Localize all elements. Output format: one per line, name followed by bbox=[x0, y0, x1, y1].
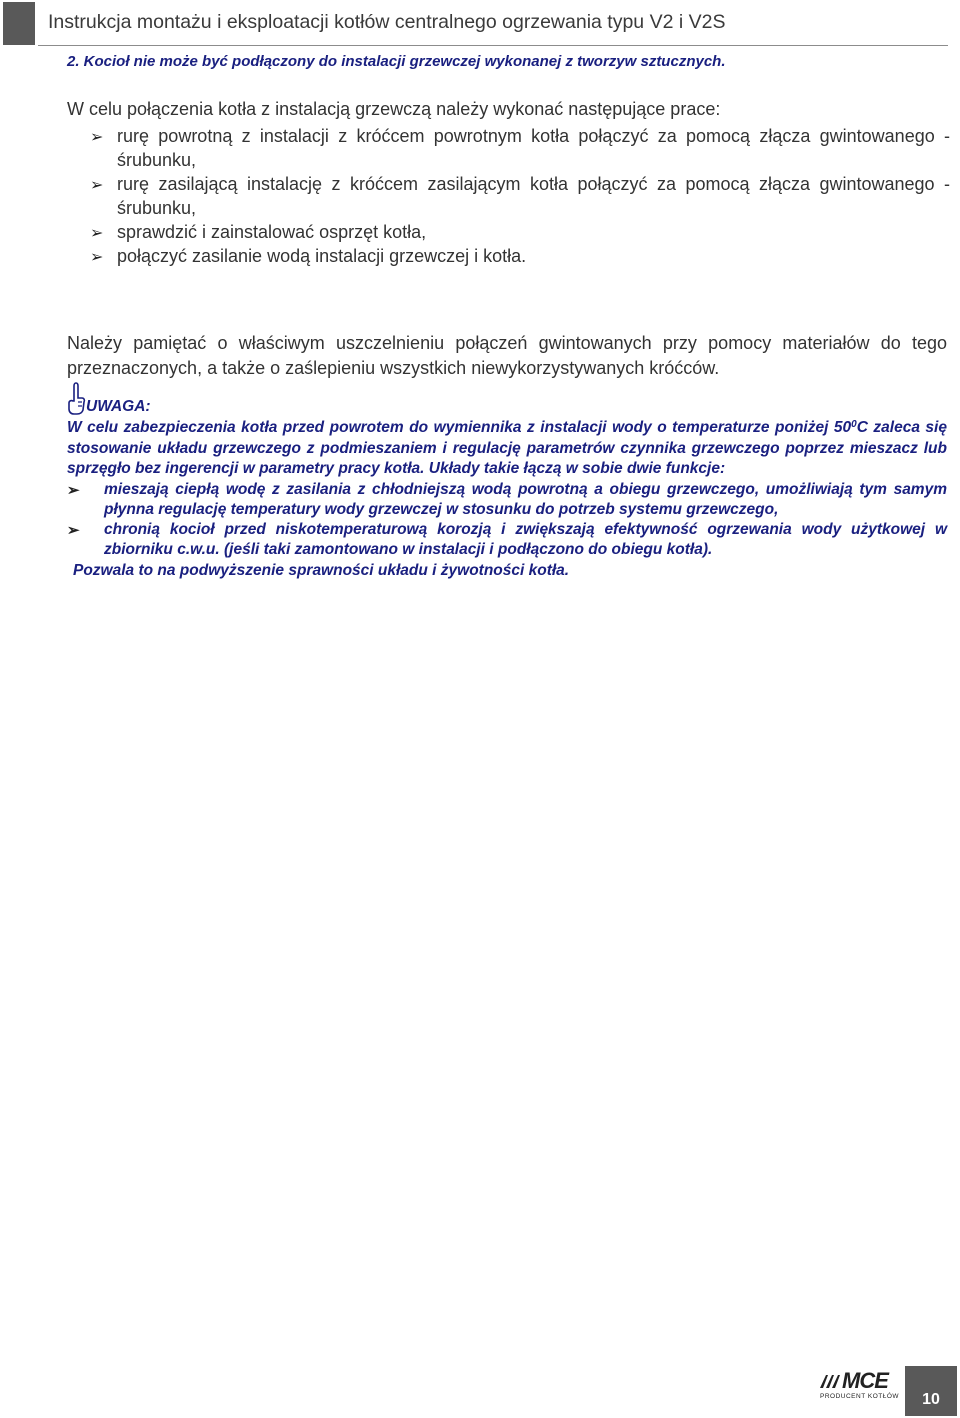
pointing-hand-icon bbox=[67, 382, 87, 416]
arrow-bullet-icon: ➢ bbox=[90, 129, 104, 146]
warning-text bbox=[67, 418, 947, 480]
note-plastic-installation: 2. Kocioł nie może być podłączony do instalacji grzewczej wykonanej z tworzyw sztucznych. bbox=[67, 53, 726, 70]
warning-text-before: W celu zabezpieczenia kotła przed powrotem do wymiennika z instalacji wody o temperaturze poniżej 50 bbox=[67, 419, 852, 436]
warning-bullet-text: chronią kocioł przed niskotemperaturową korozją i zwiększają efektywność ogrzewania wody użytkowej w zbiorniku c.w.u. (jeśli taki zamontowano w instalacji i podłączono do obiegu kotła). bbox=[104, 521, 947, 558]
step-text: sprawdzić i zainstalować osprzęt kotła, bbox=[117, 222, 427, 242]
intro-text: W celu połączenia kotła z instalacją grzewczą należy wykonać następujące prace: bbox=[67, 99, 721, 119]
warning-label: UWAGA: bbox=[86, 398, 151, 415]
arrow-bullet-icon: ➢ bbox=[67, 522, 80, 539]
warning-conclusion: Pozwala to na podwyższenie sprawności układu i żywotności kotła. bbox=[73, 562, 570, 579]
warning-bullet-text: mieszają ciepłą wodę z zasilania z chłodniejszą wodą powrotną a obiegu grzewczego, umożliwiają tym samym płynna regulację temperatury wody grzewczej w stosunku do potrzeb systemu grzewczego, bbox=[104, 481, 947, 518]
page-header bbox=[0, 0, 960, 46]
logo-subtitle: PRODUCENT KOTŁÓW bbox=[820, 1393, 900, 1400]
list-item bbox=[70, 124, 950, 172]
page-number-box bbox=[905, 1366, 957, 1416]
flame-logo-icon bbox=[818, 1372, 844, 1390]
page-number: 10 bbox=[922, 1391, 940, 1408]
mce-logo bbox=[818, 1368, 900, 1402]
warning-text-after: C zaleca się stosowanie układu grzewczego z podmieszaniem i regulację parametrów czynnika grzewczego poprzez mieszacz lub sprzęgło bez ingerencji w parametry pracy kotła. Układy takie łączą w sobie dwie funkcje: bbox=[67, 419, 947, 477]
header-title: Instrukcja montażu i eksploatacji kotłów centralnego ogrzewania typu V2 i V2S bbox=[48, 11, 726, 33]
list-item bbox=[70, 220, 950, 244]
arrow-bullet-icon: ➢ bbox=[90, 249, 104, 266]
warning-bullets bbox=[67, 480, 947, 560]
header-color-block bbox=[3, 2, 35, 45]
list-item bbox=[70, 172, 950, 220]
step-text: rurę powrotną z instalacji z króćcem powrotnym kotła połączyć za pomocą złącza gwintowanego - śrubunku, bbox=[117, 126, 950, 170]
installation-steps-list bbox=[70, 124, 950, 268]
list-item bbox=[67, 520, 947, 560]
list-item bbox=[67, 480, 947, 520]
header-divider bbox=[38, 45, 948, 46]
list-item bbox=[70, 244, 950, 268]
step-text: rurę zasilającą instalację z króćcem zasilającym kotła połączyć za pomocą złącza gwintowanego - śrubunku, bbox=[117, 174, 950, 218]
sealing-paragraph: Należy pamiętać o właściwym uszczelnieniu połączeń gwintowanych przy pomocy materiałów do tego przeznaczonych, a także o zaślepieniu wszystkich niewykorzystywanych króćców. bbox=[67, 333, 947, 378]
step-text: połączyć zasilanie wodą instalacji grzewczej i kotła. bbox=[117, 246, 527, 266]
arrow-bullet-icon: ➢ bbox=[90, 177, 104, 194]
degree-superscript: 0 bbox=[851, 419, 857, 430]
logo-text: MCE bbox=[842, 1368, 888, 1393]
arrow-bullet-icon: ➢ bbox=[90, 225, 104, 242]
arrow-bullet-icon: ➢ bbox=[67, 482, 80, 499]
